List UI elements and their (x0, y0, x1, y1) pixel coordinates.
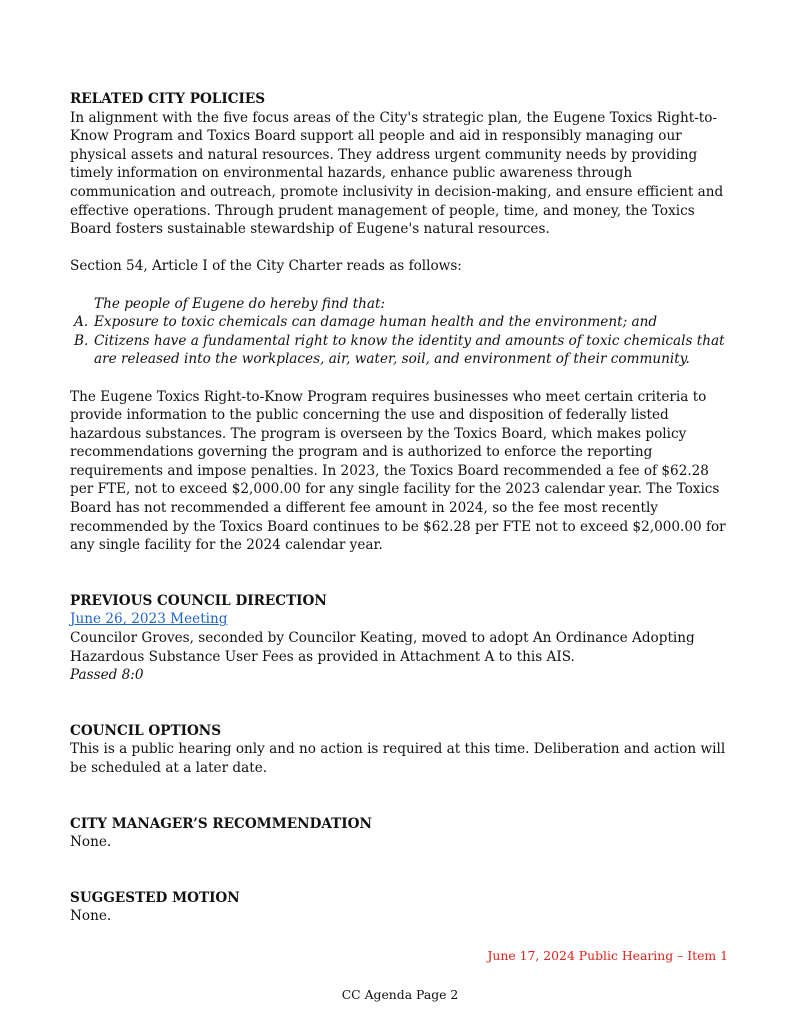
charter-intro: Section 54, Article I of the City Charter reads as follows: (70, 258, 462, 275)
council-options-heading: COUNCIL OPTIONS (70, 722, 222, 739)
agenda-item-label: June 17, 2024 Public Hearing – Item 1 (487, 948, 728, 963)
document-body (70, 90, 732, 926)
list-item (70, 332, 732, 369)
charter-quote-intro: The people of Eugene do hereby find that: (94, 295, 386, 312)
page-number: CC Agenda Page 2 (341, 987, 459, 1002)
meeting-link[interactable]: June 26, 2023 Meeting (70, 611, 228, 628)
program-paragraph: The Eugene Toxics Right-to-Know Program requires businesses who meet certain criteria to provide information to the public concerning the use and disposition of federally listed hazardous substances. The program is overseen by the Toxics Board, which makes policy recommendations governing the program and is authorized to enforce the reporting requirements and impose penalties. In 2023, the Toxics Board recommended a fee of $62.28 per FTE, not to exceed $2,000.00 for any single facility for the 2023 calendar year. The Toxics Board has not recommended a different fee amount in 2024, so the fee most recently recommended by the Toxics Board continues to be $62.28 per FTE not to exceed $2,000.00 for any single facility for the 2024 calendar year. (70, 388, 726, 554)
list-marker: B. (74, 332, 89, 349)
list-item-text: Citizens have a fundamental right to know the identity and amounts of toxic chemicals that are released into the workplaces, air, water, soil, and environment of their community. (94, 332, 725, 368)
recommendation-heading: CITY MANAGER’S RECOMMENDATION (70, 815, 372, 832)
suggested-motion-heading: SUGGESTED MOTION (70, 889, 240, 906)
suggested-motion-text: None. (70, 908, 112, 925)
previous-direction-heading: PREVIOUS COUNCIL DIRECTION (70, 592, 327, 609)
council-options-text: This is a public hearing only and no action is required at this time. Deliberation and action will be scheduled at a later date. (70, 741, 726, 776)
charter-quote-list (70, 313, 732, 369)
related-policies-paragraph: In alignment with the five focus areas of the City's strategic plan, the Eugene Toxics Right-to-Know Program and Toxics Board support all people and aid in responsibly managing our physical assets and natural resources. They address urgent community needs by providing timely information on environmental hazards, enhance public awareness through communication and outreach, promote inclusivity in decision-making, and ensure efficient and effective operations. Through prudent management of people, time, and money, the Toxics Board fosters sustainable stewardship of Eugene's natural resources. (70, 109, 724, 238)
related-policies-heading: RELATED CITY POLICIES (70, 91, 266, 107)
list-marker: A. (74, 314, 89, 331)
list-item (70, 313, 732, 332)
list-item-text: Exposure to toxic chemicals can damage human health and the environment; and (94, 314, 658, 331)
previous-direction-text: Councilor Groves, seconded by Councilor Keating, moved to adopt An Ordinance Adopting Hazardous Substance User Fees as provided in Attachment A to this AIS. (70, 630, 695, 665)
vote-result: Passed 8:0 (70, 667, 144, 684)
recommendation-text: None. (70, 834, 112, 851)
